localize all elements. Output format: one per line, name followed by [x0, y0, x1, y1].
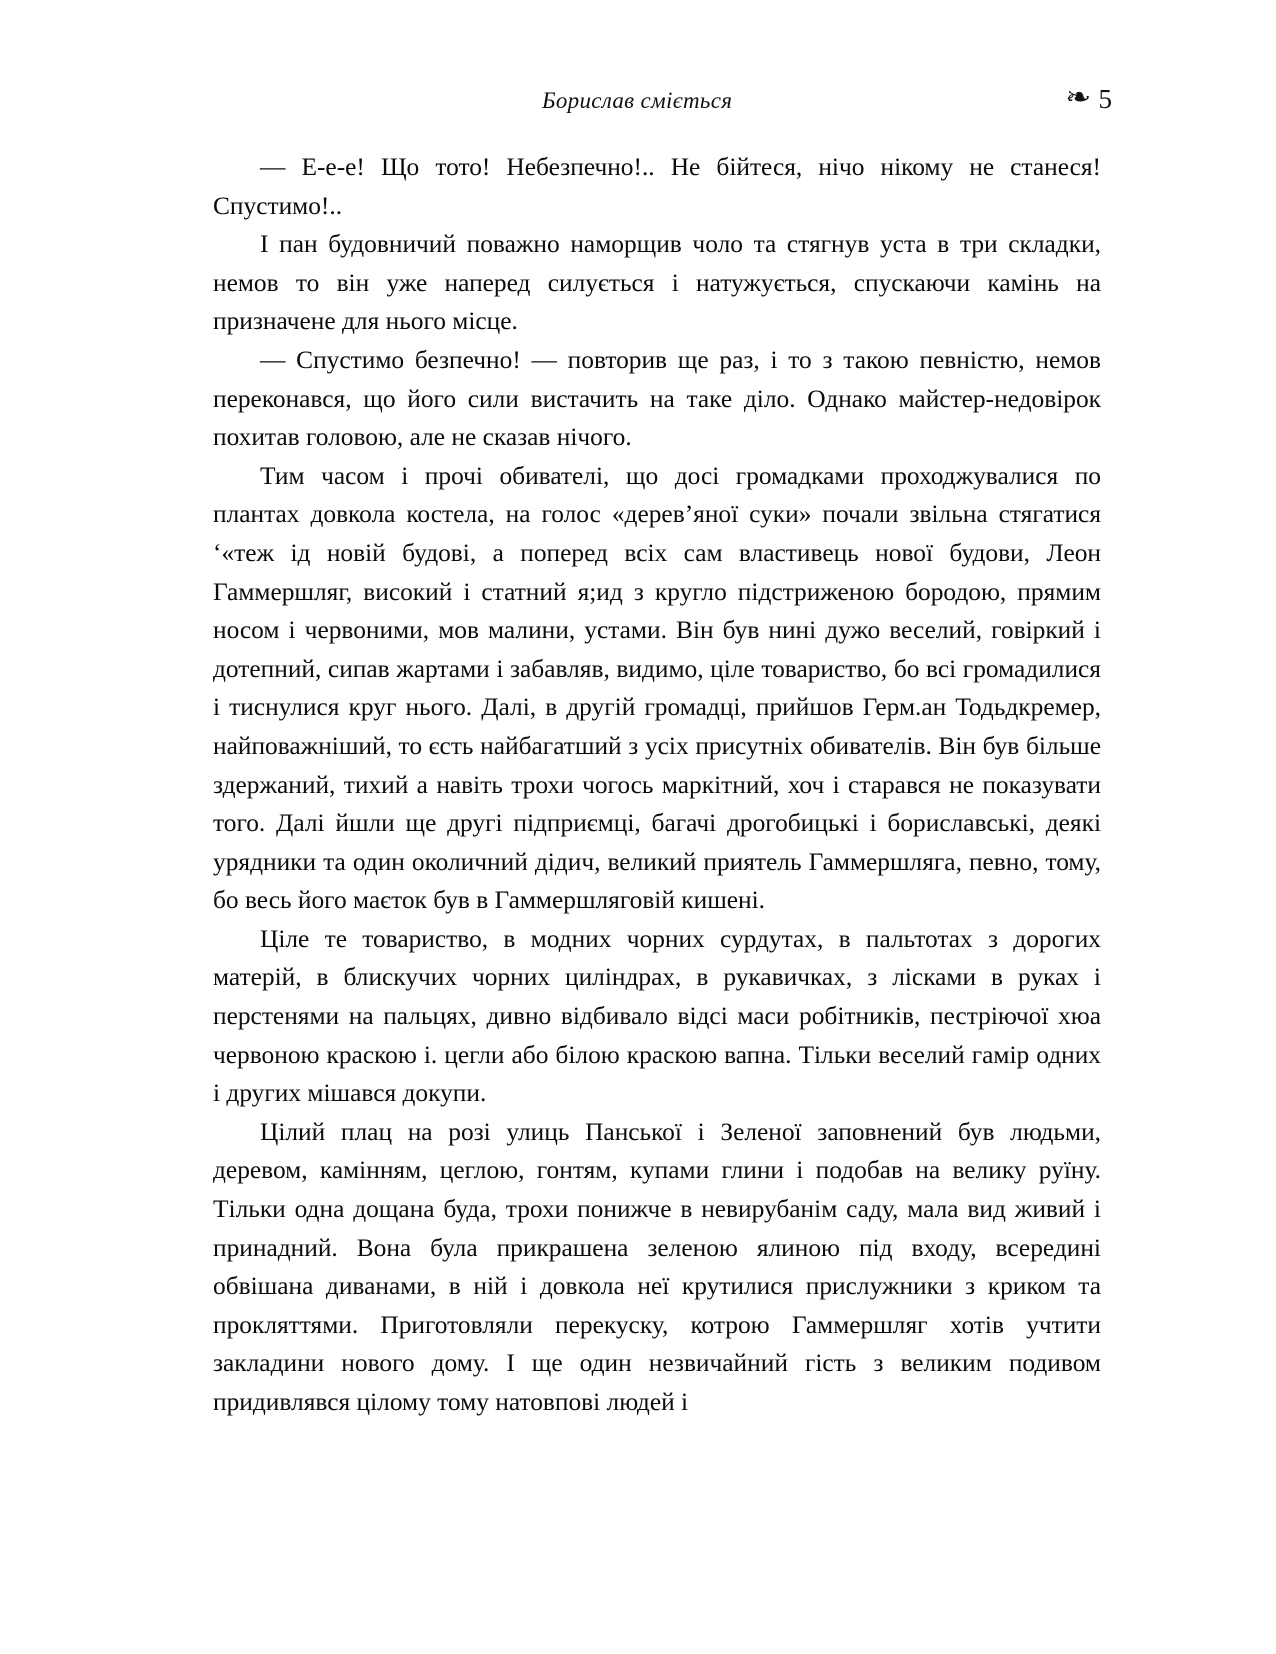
body-text	[213, 148, 1101, 1422]
page-number: 5	[1098, 84, 1112, 114]
running-title: Борислав сміється	[542, 88, 733, 113]
paragraph: — Спустимо безпечно! — повторив ще раз, і то з такою певністю, немов переконався, що його сили вистачить на таке діло. Однако майстер-недовірок похитав головою, але не сказав нічого.	[213, 345, 1101, 452]
paragraph: Ціле те товариство, в модних чорних сурдутах, в пальтотах з дорогих матерій, в блискучих чорних циліндрах, в рукавичках, з лісками в руках і перстенями на пальцях, дивно відбивало відсі маси робітників, пестріючої хюа червоною краскою і. цегли або білою краскою вапна. Тільки веселий гамір одних і других мішався докупи.	[213, 924, 1101, 1108]
fleuron-ornament-icon: ❧	[1065, 82, 1092, 112]
paragraph: Тим часом і прочі обивателі, що досі громадками проходжувалися по плантах довкола костела, на голос «дерев’яної суки» почали звільна стягатися ‘«теж ід новій будові, а поперед всіх сам властивець нової будови, Леон Гаммершляг, високий і статний я;ид з кругло підстриженою бородою, прямим носом і червоними, мов малини, устами. Він був нині дужо веселий, говіркий і дотепний, сипав жартами і забавляв, видимо, ціле товариство, бо всі громадилися і тиснулися круг нього. Далі, в другій громадці, прийшов Герм.ан Тодьдкремер, найповажніший, то єсть найбагатший з усіх присутніх обивателів. Він був більше здержаний, тихий а навіть трохи чогось маркітний, хоч і старався не показувати того. Далі йшли ще другі підприємці, багачі дрогобицькі і бориславські, деякі урядники та один околичний дідич, великий приятель Гаммершляга, певно, тому, бо весь його маєток був в Гаммершляговій кишені.	[213, 461, 1101, 915]
page-header	[212, 82, 1112, 128]
folio	[1065, 82, 1112, 114]
paragraph: Цілий плац на розі улиць Панської і Зеленої заповнений був людьми, деревом, камінням, цеглою, гонтям, купами глини і подобав на велику руїну. Тільки одна дощана буда, трохи понижче в невирубанім саду, мала вид живий і принадний. Вона була прикрашена зеленою ялиною під входу, всередині обвішана диванами, в ній і довкола неї крутилися прислужники з криком та прокляттями. Приготовляли перекуску, котрою Гаммершляг хотів учтити закладини нового дому. І ще один незвичайний гість з великим подивом придивлявся цілому тому натовпові людей і	[213, 1117, 1101, 1416]
paragraph: — Е-е-е! Що тото! Небезпечно!.. Не бійтеся, нічо нікому не станеся! Спустимо!..	[213, 153, 1101, 220]
paragraph: І пан будовничий поважно наморщив чоло та стягнув уста в три складки, немов то він уже наперед силується і натужується, спускаючи камінь на призначене для нього місце.	[213, 230, 1101, 336]
